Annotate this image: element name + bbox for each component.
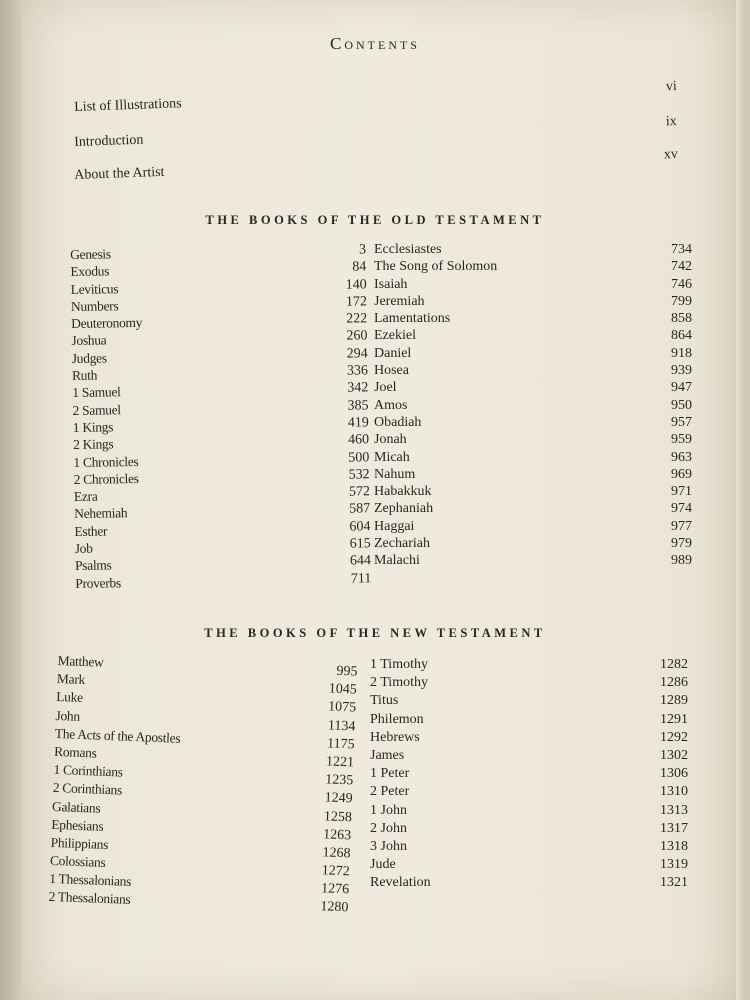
- book-page-number: 963: [671, 449, 692, 465]
- book-page-number: 644: [349, 553, 372, 569]
- new-testament-heading: THE BOOKS OF THE NEW TESTAMENT: [204, 626, 546, 640]
- book-name: 1 John: [370, 802, 407, 818]
- book-name: John: [55, 707, 81, 724]
- book-name: Hosea: [374, 363, 409, 379]
- contents-entry: [370, 656, 690, 674]
- book-page-number: 1310: [660, 784, 688, 800]
- book-name: Matthew: [57, 652, 104, 670]
- front-matter-item: [74, 78, 684, 115]
- book-page-number: 1317: [660, 820, 688, 836]
- book-name: Ezra: [73, 488, 98, 505]
- contents-entry: [370, 729, 690, 747]
- book-page-number: 1045: [328, 681, 358, 698]
- book-page-number: 1258: [323, 808, 353, 825]
- book-name: 2 Timothy: [370, 675, 428, 691]
- book-name: Job: [74, 540, 93, 557]
- book-page-number: 1321: [660, 875, 688, 891]
- book-name: Genesis: [70, 246, 111, 262]
- contents-entry: [370, 820, 690, 838]
- book-name: 2 Kings: [73, 436, 114, 453]
- book-page-number: 342: [347, 380, 369, 397]
- book-page-number: 947: [671, 380, 692, 396]
- book-page-number: 858: [671, 311, 692, 327]
- contents-entry: [374, 552, 692, 569]
- book-name: Malachi: [374, 553, 420, 569]
- book-name: Lamentations: [374, 311, 451, 327]
- contents-entry: [374, 258, 692, 275]
- book-name: James: [370, 747, 405, 763]
- book-name: Numbers: [70, 298, 119, 314]
- book-name: Exodus: [70, 263, 110, 280]
- front-matter-list: [0, 0, 750, 200]
- contents-entry: [370, 674, 690, 692]
- new-testament-left-column: [48, 652, 358, 918]
- book-name: Revelation: [370, 875, 431, 891]
- book-name: Judges: [71, 350, 107, 366]
- book-page-number: 1289: [660, 693, 688, 709]
- contents-entry: [370, 692, 690, 710]
- book-page-number: 1306: [660, 766, 688, 782]
- book-name: Mark: [56, 671, 86, 688]
- front-matter-label: About the Artist: [74, 164, 165, 183]
- book-page-number: 864: [671, 328, 692, 344]
- book-name: Romans: [53, 743, 97, 761]
- book-name: 1 Samuel: [72, 384, 121, 401]
- book-name: 2 Samuel: [72, 401, 121, 418]
- book-name: Ezekiel: [374, 328, 416, 344]
- book-name: Philemon: [370, 711, 424, 727]
- book-name: Galatians: [51, 798, 101, 816]
- book-page-number: 1313: [660, 802, 688, 818]
- book-page-number: 1302: [660, 747, 688, 763]
- book-page-number: 336: [346, 363, 369, 379]
- front-matter-page: ix: [665, 113, 678, 130]
- contents-entry: [374, 500, 692, 517]
- book-page-number: 711: [350, 570, 372, 587]
- front-matter-item: [74, 146, 684, 183]
- book-page-number: 1318: [660, 838, 688, 854]
- book-page-number: 140: [345, 276, 367, 293]
- book-name: Zechariah: [374, 536, 430, 552]
- contents-entry: [374, 414, 692, 431]
- book-page-number: 294: [346, 346, 368, 362]
- book-page-number: 260: [346, 328, 368, 345]
- book-name: Isaiah: [374, 276, 408, 292]
- book-name: 2 Thessalonians: [48, 889, 131, 908]
- book-name: Ruth: [71, 367, 98, 384]
- book-page-number: 1263: [322, 827, 352, 844]
- book-name: Proverbs: [75, 574, 122, 591]
- book-page-number: 746: [671, 276, 692, 292]
- book-name: 1 Kings: [72, 419, 114, 435]
- book-name: Ephesians: [51, 816, 104, 834]
- contents-entry: [370, 802, 690, 820]
- contents-entry: [374, 327, 692, 344]
- book-page-number: 3: [358, 242, 367, 258]
- book-page-number: 172: [345, 294, 368, 310]
- book-page-number: 957: [671, 414, 692, 430]
- book-name: Deuteronomy: [71, 315, 143, 332]
- contents-entry: [370, 838, 690, 856]
- book-page-number: 1291: [660, 711, 688, 727]
- book-page-number: 1280: [320, 899, 349, 916]
- contents-entry: [374, 483, 692, 500]
- book-name: The Song of Solomon: [374, 259, 498, 275]
- old-testament-right-column: [374, 241, 692, 570]
- book-name: 1 Peter: [370, 766, 410, 782]
- book-name: Amos: [374, 397, 408, 413]
- book-name: Ecclesiastes: [374, 242, 442, 257]
- book-name: Joel: [374, 380, 397, 396]
- book-name: Haggai: [374, 518, 415, 534]
- book-page-number: 799: [671, 293, 692, 309]
- book-name: The Acts of the Apostles: [54, 725, 181, 746]
- book-page-number: 971: [671, 484, 692, 500]
- book-page-number: 1221: [325, 754, 355, 771]
- book-page-number: 1276: [320, 881, 350, 898]
- book-page-number: 1286: [660, 675, 688, 691]
- contents-entry: [374, 276, 692, 293]
- book-page-number: 918: [671, 345, 692, 361]
- book-name: Joshua: [71, 332, 107, 349]
- book-name: Esther: [74, 523, 108, 539]
- book-page-number: 977: [671, 518, 692, 534]
- book-page-number: 1282: [660, 657, 688, 672]
- book-page-number: 419: [347, 415, 369, 431]
- book-name: Colossians: [49, 852, 106, 871]
- old-testament-left-column: [70, 241, 372, 591]
- contents-entry: [374, 466, 692, 483]
- book-name: Jonah: [374, 432, 407, 448]
- contents-entry: [374, 345, 692, 362]
- old-testament-heading: THE BOOKS OF THE OLD TESTAMENT: [205, 213, 545, 227]
- book-name: 2 Corinthians: [52, 780, 123, 798]
- page-title: Contents: [329, 34, 420, 53]
- book-name: Daniel: [374, 345, 412, 361]
- book-page-number: 604: [349, 519, 371, 535]
- contents-entry: [370, 874, 690, 892]
- contents-entry: [374, 362, 692, 379]
- book-page-number: 742: [671, 259, 692, 275]
- book-name: 3 John: [370, 838, 407, 854]
- book-name: Jude: [370, 857, 396, 873]
- book-name: Hebrews: [370, 729, 420, 745]
- contents-entry: [370, 765, 690, 783]
- book-page-number: 1292: [660, 729, 688, 745]
- book-name: Zephaniah: [374, 501, 434, 517]
- book-name: 1 Timothy: [370, 657, 428, 672]
- book-name: 2 Chronicles: [73, 470, 139, 487]
- contents-entry: [370, 856, 690, 874]
- book-page-number: 587: [349, 501, 371, 518]
- book-page-number: 1134: [327, 717, 356, 735]
- book-page-number: 460: [347, 432, 370, 448]
- front-matter-item: [74, 113, 684, 150]
- book-name: Luke: [55, 689, 84, 706]
- book-page-number: 969: [671, 466, 692, 482]
- contents-entry: [374, 518, 692, 535]
- book-page-number: 974: [671, 501, 692, 517]
- book-name: Obadiah: [374, 414, 422, 430]
- book-page-number: 939: [671, 363, 692, 379]
- book-name: Jeremiah: [374, 293, 425, 309]
- book-page-number: 734: [671, 242, 692, 257]
- book-page-number: 1175: [326, 736, 355, 753]
- book-page-number: 385: [347, 398, 369, 414]
- book-page-number: 500: [348, 449, 370, 466]
- contents-entry: [374, 293, 692, 310]
- book-page-number: 1272: [321, 863, 351, 880]
- contents-entry: [374, 449, 692, 466]
- front-matter-label: List of Illustrations: [74, 96, 182, 115]
- book-name: Leviticus: [70, 280, 119, 297]
- book-name: 2 Peter: [370, 784, 410, 800]
- book-page-number: 1075: [327, 699, 357, 716]
- book-page-number: 222: [346, 311, 368, 327]
- new-testament-right-column: [370, 656, 690, 892]
- contents-entry: [370, 747, 690, 765]
- book-name: Nahum: [374, 466, 416, 482]
- book-page-number: 1319: [660, 857, 688, 873]
- book-name: Micah: [374, 449, 410, 465]
- book-name: 1 Chronicles: [73, 453, 139, 470]
- contents-entry: [374, 431, 692, 448]
- book-name: Philippians: [50, 834, 109, 852]
- book-page-number: 1268: [322, 845, 351, 862]
- contents-entry: [374, 397, 692, 414]
- book-name: Habakkuk: [374, 484, 432, 500]
- book-name: 1 Corinthians: [53, 762, 123, 780]
- book-page-number: 615: [349, 536, 371, 552]
- book-page-number: 532: [348, 467, 370, 483]
- book-name: Titus: [370, 693, 399, 709]
- book-page-number: 572: [348, 484, 371, 500]
- contents-entry: [374, 241, 692, 258]
- book-page-number: 979: [671, 536, 692, 552]
- book-name: Psalms: [74, 557, 112, 574]
- book-name: Nehemiah: [74, 505, 128, 522]
- book-page-number: 959: [671, 432, 692, 448]
- book-page-number: 84: [352, 259, 367, 275]
- book-name: 2 John: [370, 820, 407, 836]
- contents-entry: [374, 310, 692, 327]
- contents-entry: [374, 379, 692, 396]
- front-matter-page: xv: [663, 146, 679, 163]
- book-page-number: 995: [336, 663, 358, 680]
- front-matter-page: vi: [665, 78, 678, 95]
- contents-entry: [370, 711, 690, 729]
- book-page-number: 1235: [324, 772, 354, 789]
- contents-entry: [374, 535, 692, 552]
- front-matter-label: Introduction: [74, 132, 144, 150]
- book-page-number: 989: [671, 553, 692, 569]
- book-name: 1 Thessalonians: [49, 871, 132, 890]
- book-page-number: 1249: [324, 790, 353, 807]
- book-page-number: 950: [671, 397, 692, 413]
- contents-entry: [370, 783, 690, 801]
